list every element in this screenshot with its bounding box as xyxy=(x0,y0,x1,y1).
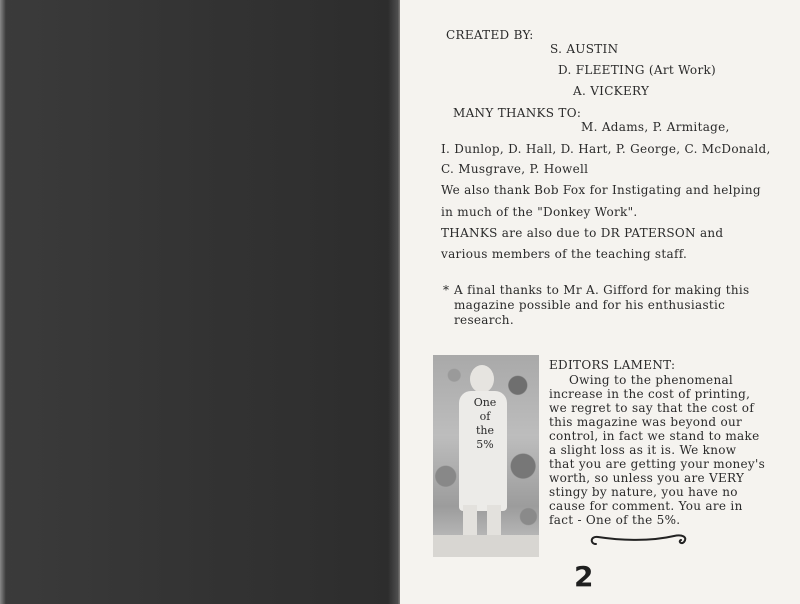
page-number: 2 xyxy=(574,560,594,593)
lament-line-11: fact - One of the 5%. xyxy=(549,513,681,527)
lament-line-1: Owing to the phenomenal xyxy=(569,373,734,387)
photo-caption-1: One xyxy=(473,396,497,409)
thanks-line-3: C. Musgrave, P. Howell xyxy=(441,162,589,176)
lament-line-6: a slight loss as it is. We know xyxy=(549,443,737,457)
lament-line-8: worth, so unless you are VERY xyxy=(549,471,745,485)
flourish-ornament xyxy=(588,528,692,550)
paterson-line-2: various members of the teaching staff. xyxy=(441,247,688,261)
bob-fox-line-1: We also thank Bob Fox for Instigating and helping xyxy=(441,183,761,197)
photo-ground xyxy=(433,535,539,557)
creator-fleeting: D. FLEETING (Art Work) xyxy=(558,63,717,77)
lament-line-4: this magazine was beyond our xyxy=(549,415,743,429)
thanks-line-1: M. Adams, P. Armitage, xyxy=(581,120,730,134)
creator-vickery: A. VICKERY xyxy=(573,84,650,98)
lament-line-3: we regret to say that the cost of xyxy=(549,401,755,415)
bob-fox-line-2: in much of the "Donkey Work". xyxy=(441,205,638,219)
figure-head xyxy=(470,365,494,393)
lament-line-9: stingy by nature, you have no xyxy=(549,485,738,499)
lament-line-5: control, in fact we stand to make xyxy=(549,429,760,443)
created-by-heading: CREATED BY: xyxy=(446,28,534,42)
photo-caption-3: the xyxy=(475,424,494,437)
thanks-line-2: I. Dunlop, D. Hall, D. Hart, P. George, C. McDonald, xyxy=(441,142,771,156)
photo-caption-4: 5% xyxy=(476,438,494,451)
lament-line-10: cause for comment. You are in xyxy=(549,499,743,513)
photo-caption-2: of xyxy=(479,410,491,423)
paterson-line-1: THANKS are also due to DR PATERSON and xyxy=(441,226,724,240)
lament-line-2: increase in the cost of printing, xyxy=(549,387,751,401)
final-note-line-2: magazine possible and for his enthusiastic xyxy=(454,298,726,312)
final-note-line-3: research. xyxy=(454,313,514,327)
final-note-line-1: A final thanks to Mr A. Gifford for making this xyxy=(454,283,750,297)
thanks-heading: MANY THANKS TO: xyxy=(453,106,582,120)
student-photo xyxy=(433,355,539,557)
lament-line-7: that you are getting your money's xyxy=(549,457,766,471)
creator-austin: S. AUSTIN xyxy=(550,42,619,56)
cover-edge xyxy=(0,0,6,604)
asterisk-mark: * xyxy=(443,283,450,297)
lament-heading: EDITORS LAMENT: xyxy=(549,358,676,372)
